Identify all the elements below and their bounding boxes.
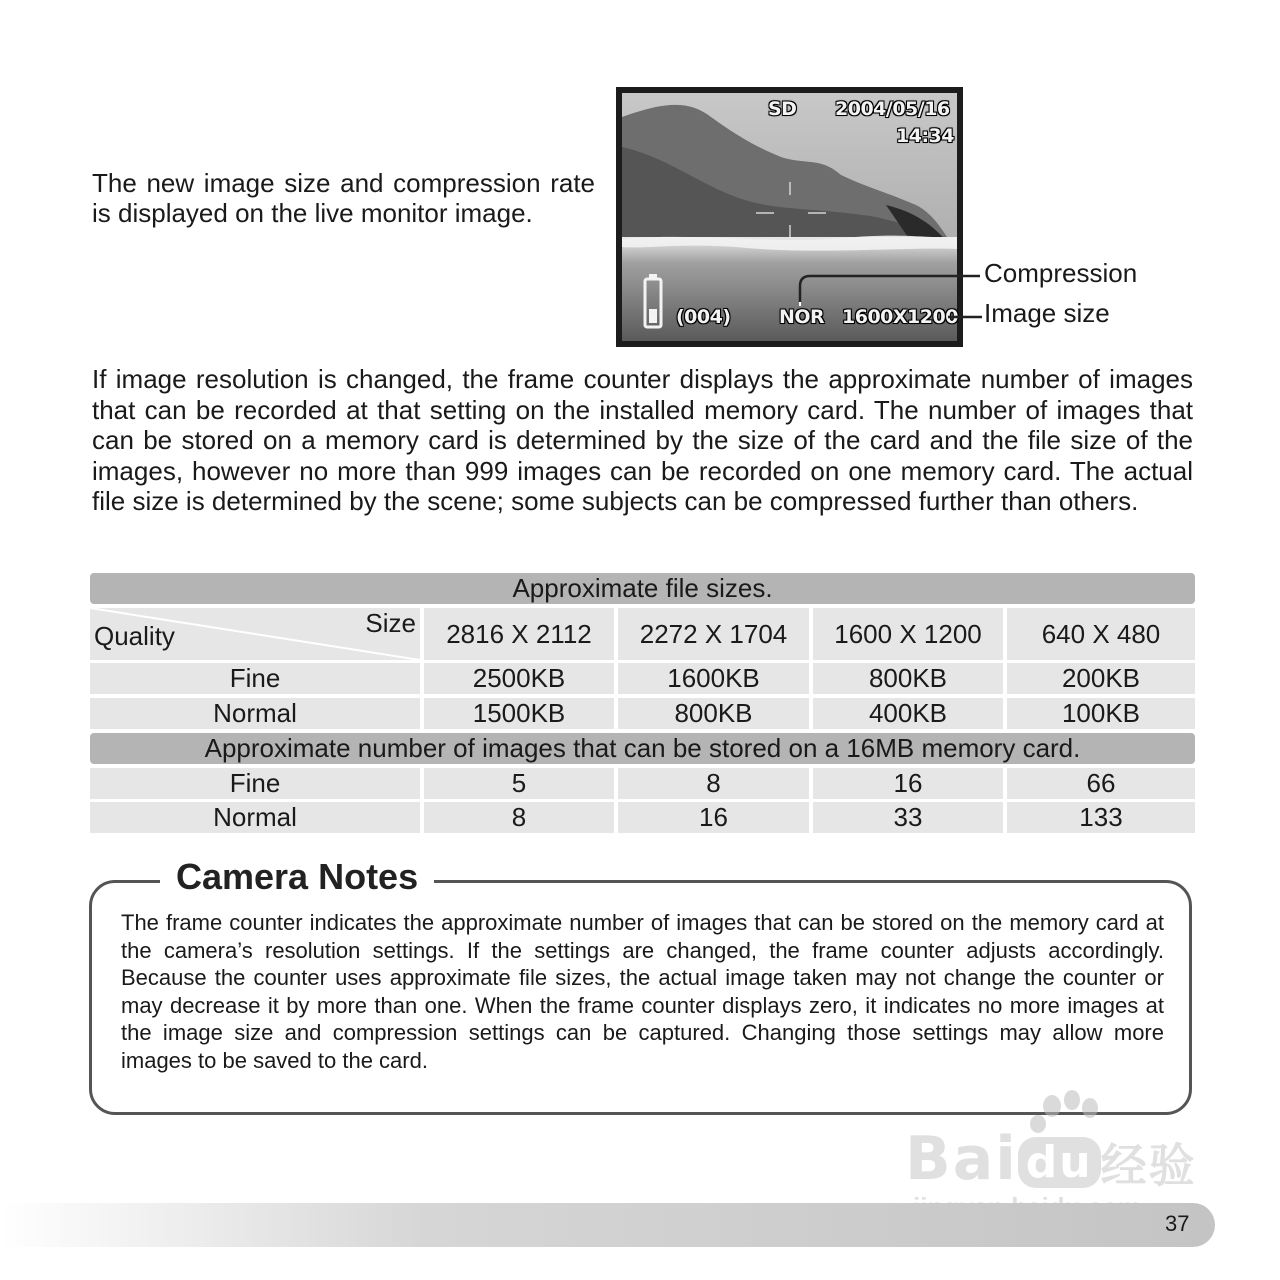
storage-indicator: SD <box>768 98 797 120</box>
row-label: Normal <box>90 802 420 833</box>
row-label: Normal <box>90 698 420 729</box>
table-title: Approximate file sizes. <box>90 573 1195 604</box>
footer-bar <box>0 1203 1215 1247</box>
column-header: 2816 X 2112 <box>424 608 614 660</box>
table-cell: 8 <box>618 768 809 799</box>
table-cell: 5 <box>424 768 614 799</box>
table-cell: 16 <box>618 802 809 833</box>
image-size-label: Image size <box>984 298 1110 328</box>
frame-counter: (004) <box>676 306 731 328</box>
intro-paragraph: The new image size and compression rate is displayed on the live monitor image. <box>92 168 595 228</box>
table-cell: 33 <box>813 802 1003 833</box>
table-cell: 1500KB <box>424 698 614 729</box>
camera-notes-text: The frame counter indicates the approximate number of images that can be stored on the memory card at the camera’s resolution settings. If the settings are changed, the frame counter adjusts accordingly. Because the counter uses approximate file sizes, the actual image taken may not change the counter or may decrease it by more than one. When the frame counter displays zero, it indicates no more images at the image size and compression settings can be captured. Changing those settings may allow more images to be saved to the card. <box>121 910 1164 1073</box>
table-cell: 66 <box>1007 768 1195 799</box>
column-header: 2272 X 1704 <box>618 608 809 660</box>
column-header: 1600 X 1200 <box>813 608 1003 660</box>
table-cell: 1600KB <box>618 663 809 694</box>
header-corner-cell <box>90 608 420 660</box>
table-cell: 800KB <box>618 698 809 729</box>
image-size-indicator: 1600X1200 <box>842 306 958 328</box>
date-display: 2004/05/16 <box>835 98 950 120</box>
page-number: 37 <box>1165 1211 1190 1236</box>
count-title: Approximate number of images that can be stored on a 16MB memory card. <box>90 733 1195 764</box>
header-quality: Quality <box>94 621 175 651</box>
table-cell: 8 <box>424 802 614 833</box>
column-header: 640 X 480 <box>1007 608 1195 660</box>
table-cell: 2500KB <box>424 663 614 694</box>
row-label: Fine <box>90 768 420 799</box>
camera-notes-header <box>160 852 434 902</box>
watermark-brand: Bai <box>905 1124 1018 1194</box>
table-cell: 200KB <box>1007 663 1195 694</box>
compression-indicator: NOR <box>779 306 825 328</box>
row-label: Fine <box>90 663 420 694</box>
watermark-cn: 经验 <box>1100 1138 1197 1193</box>
table-cell: 16 <box>813 768 1003 799</box>
compression-label: Compression <box>984 258 1138 288</box>
watermark-brand2: du <box>1018 1137 1101 1188</box>
camera-notes-title: Camera Notes <box>176 856 419 897</box>
header-size: Size <box>365 608 416 638</box>
table-cell: 400KB <box>813 698 1003 729</box>
time-display: 14:34 <box>896 125 954 147</box>
table-cell: 100KB <box>1007 698 1195 729</box>
body-paragraph: If image resolution is changed, the frame counter displays the approximate number of images that can be recorded at that setting on the installed memory card. The number of images that can be stored on a memory card is determined by the size of the card and the file size of the images, however no more than 999 images can be recorded on one memory card. The actual file size is determined by the scene; some subjects can be compressed further than others. <box>92 364 1193 516</box>
table-cell: 133 <box>1007 802 1195 833</box>
table-cell: 800KB <box>813 663 1003 694</box>
callout-lines <box>790 270 990 330</box>
